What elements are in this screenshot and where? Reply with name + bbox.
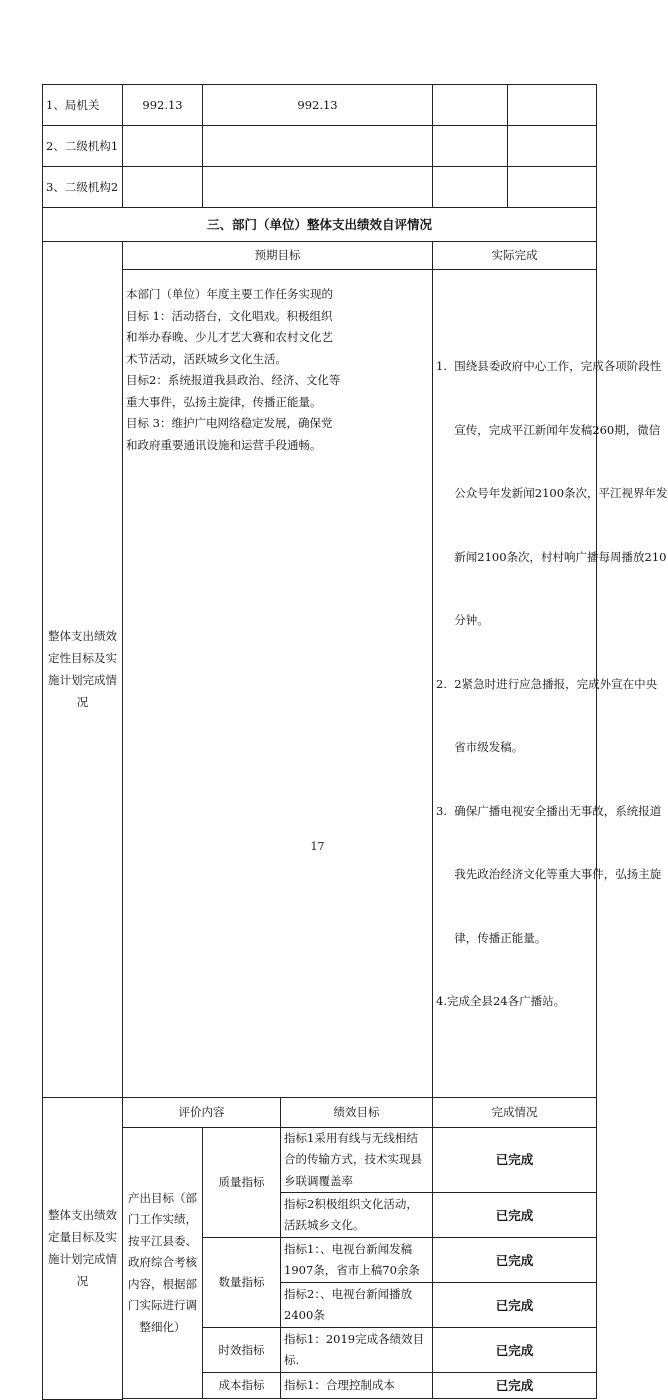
table-row: [43, 1127, 597, 1193]
status-cell: 已完成: [433, 1373, 597, 1399]
actual-content: [433, 270, 668, 1098]
indicator-target: 指标1：、电视台新闻发稿1907条，省市上稿70余条: [281, 1238, 433, 1283]
table-row: [43, 167, 597, 208]
target-header: 绩效目标: [281, 1097, 433, 1127]
actual-line: 3. 确保广播电视安全播出无事故，系统报道: [436, 803, 662, 818]
indicator-target: 指标1：2019完成各绩效目标.: [281, 1328, 433, 1373]
table-row-spacer: [43, 1399, 597, 1400]
expected-line: 本部门（单位）年度主要工作任务实现的: [126, 287, 333, 301]
actual-line: 2. 2紧急时进行应急播报，完成外宣在中央: [436, 676, 658, 691]
indicator-target: 指标1：合理控制成本: [281, 1373, 433, 1399]
empty-cell: [508, 85, 597, 126]
performance-table: [42, 84, 668, 1400]
empty-cell: [508, 167, 597, 208]
status-cell: 已完成: [433, 1328, 597, 1373]
status-cell: 已完成: [433, 1127, 597, 1193]
actual-line: 1. 围绕县委政府中心工作，完成各项阶段性: [436, 359, 662, 373]
value-cell: [123, 167, 203, 208]
expected-line: 和政府重要通讯设施和运营手段通畅。: [126, 437, 322, 452]
status-cell: 已完成: [433, 1238, 597, 1283]
actual-list: [436, 314, 668, 1055]
output-target-label: 产出目标（部门工作实绩，按平江县委、政府综合考核内容，根据部门实际进行调整细化）: [123, 1127, 203, 1399]
status-cell: 已完成: [433, 1283, 597, 1328]
empty-cell: [433, 167, 508, 208]
actual-line: 新闻2100条次，村村响广播每周播放210: [436, 549, 667, 564]
quantitative-label: 整体支出绩效定量目标及实施计划完成情况: [43, 1097, 123, 1399]
status-cell: 已完成: [433, 1193, 597, 1238]
expected-line: 目标 3：维护广电网络稳定发展，确保党: [126, 416, 333, 430]
table-row: [43, 126, 597, 167]
empty-cell: [433, 85, 508, 126]
actual-line: 我先政治经济文化等重大事件，弘扬主旋: [436, 867, 662, 881]
expected-line: 和举办春晚、少儿才艺大赛和农村文化艺: [126, 330, 333, 344]
qualitative-label: 整体支出绩效定性目标及实施计划完成情况: [43, 242, 123, 1098]
actual-header: 实际完成: [433, 242, 597, 270]
page-number: 17: [310, 840, 325, 853]
value-cell: [203, 167, 433, 208]
actual-line: 4.完成全县24各广播站。: [436, 994, 566, 1008]
section-title-row: [43, 208, 597, 242]
expected-content: [123, 270, 433, 1098]
expected-line: 重大事件，弘扬主旋律，传播正能量。: [126, 394, 322, 409]
quality-label: 质量指标: [203, 1127, 281, 1238]
actual-line: 分钟。: [436, 613, 489, 627]
value-cell: 992.13: [123, 85, 203, 126]
section-title: 三、部门（单位）整体支出绩效自评情况: [43, 208, 597, 242]
indicator-target: 指标2积极组织文化活动，活跃城乡文化。: [281, 1193, 433, 1238]
row-label: 1、局机关: [43, 85, 123, 126]
actual-line: 省市级发稿。: [436, 740, 524, 754]
empty-cell: [433, 126, 508, 167]
cost-label: 成本指标: [203, 1373, 281, 1399]
time-label: 时效指标: [203, 1328, 281, 1373]
expected-line: 目标2：系统报道我县政治、经济、文化等: [126, 373, 341, 387]
value-cell: 992.13: [203, 85, 433, 126]
value-cell: [123, 126, 203, 167]
indicator-target: 指标1采用有线与无线相结合的传输方式，技术实现县乡联调覆盖率: [281, 1127, 433, 1193]
table-row: [43, 270, 597, 1098]
expected-line: 目标 1：活动搭台，文化唱戏。积极组织: [126, 308, 333, 323]
actual-line: 宣传，完成平江新闻年发稿260期，微信: [436, 422, 661, 437]
table-row: [43, 85, 597, 126]
row-label: 2、二级机构1: [43, 126, 123, 167]
done-header: 完成情况: [433, 1097, 597, 1127]
expected-list: [126, 284, 429, 456]
row-label: 3、二级机构2: [43, 167, 123, 208]
empty-cell: [508, 126, 597, 167]
table-row: [43, 1097, 597, 1127]
value-cell: [203, 126, 433, 167]
eval-header: 评价内容: [123, 1097, 281, 1127]
indicator-target: 指标2：、电视台新闻播放2400条: [281, 1283, 433, 1328]
expected-header: 预期目标: [123, 242, 433, 270]
table-row: [43, 242, 597, 270]
expected-line: 术节活动，活跃城乡文化生活。: [126, 351, 287, 366]
actual-line: 律，传播正能量。: [436, 930, 547, 945]
actual-line: 公众号年发新闻2100条次，平江视界年发: [436, 486, 668, 500]
quantity-label: 数量指标: [203, 1238, 281, 1328]
spacer: [123, 1399, 597, 1400]
